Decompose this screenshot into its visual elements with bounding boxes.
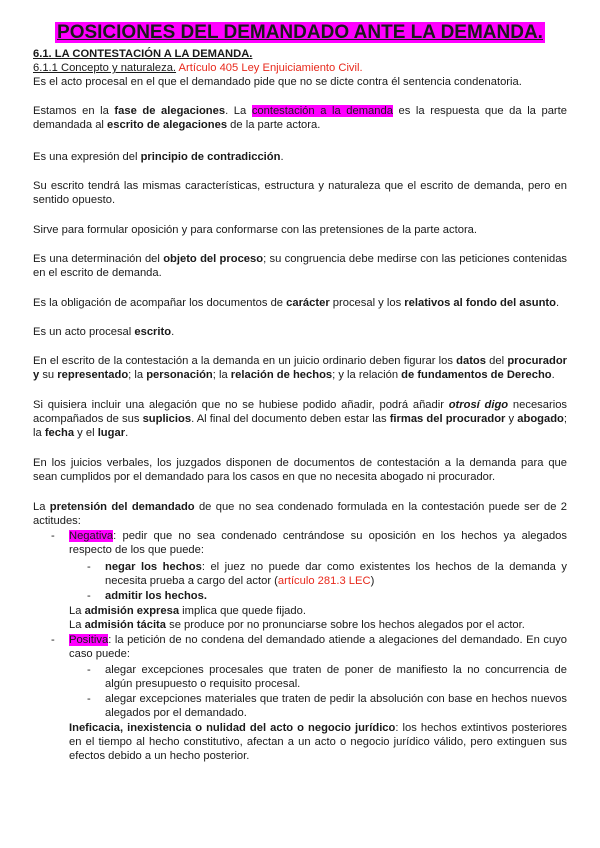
paragraph-juicio-ordinario: En el escrito de la contestación a la demanda en un juicio ordinario deben figurar los datos del procurador y su representado; la personación; la relación de hechos; y la relación de fundamentos de Derecho. [33,355,568,382]
section-heading: 6.1. LA CONTESTACIÓN A LA DEMANDA. [33,48,253,60]
sub-item-admitir-hechos: admitir los hechos. [105,590,207,602]
list-item-negativa: Negativa: pedir que no sea condenado centrándose su oposición en los hechos ya alegados respecto de los que puede: [69,530,567,557]
paragraph-ineficacia: Ineficacia, inexistencia o nulidad del acto o negocio jurídico: los hechos extintivos posteriores en el tiempo al hecho constitutivo, afectan a un acto o negocio jurídico válido, pero extinguen sus efectos debido a un hecho posterior. [69,722,567,763]
sub-item-excepciones-materiales: alegar excepciones materiales que traten de pedir la absolución con base en hechos nuevos alegados por el demandado. [105,693,567,720]
sub-item-negar-hechos: negar los hechos: el juez no puede dar como existentes los hechos de la demanda y necesita prueba a cargo del actor (artículo 281.3 LEC) [105,561,567,588]
paragraph-objeto-proceso: Es una determinación del objeto del proceso; su congruencia debe medirse con las peticiones contenidas en el escrito de demanda. [33,253,568,280]
sub-item-excepciones-procesales: alegar excepciones procesales que traten de poner de manifiesto la no concurrencia de algún presupuesto o requisito procesal. [105,664,567,691]
law-reference: Artículo 405 Ley Enjuiciamiento Civil. [178,62,363,74]
paragraph-acto-escrito: Es un acto procesal escrito. [33,326,175,338]
highlighted-term: Negativa [69,530,114,542]
paragraph-documentos: Es la obligación de acompañar los documentos de carácter procesal y los relativos al fondo del asunto. [33,297,560,309]
law-reference: artículo 281.3 LEC [277,575,371,588]
paragraph-contradiccion: Es una expresión del principio de contradicción. [33,151,284,163]
page-title: POSICIONES DEL DEMANDADO ANTE LA DEMANDA. [57,22,543,43]
list-bullet: - [87,664,91,676]
paragraph-oposicion: Sirve para formular oposición y para conformarse con las pretensiones de la parte actora. [33,224,477,236]
list-bullet: - [87,590,91,602]
paragraph-definition: Es el acto procesal en el que el demandado pide que no se dicte contra él sentencia condenatoria. [33,76,522,88]
list-item-positiva: Positiva: la petición de no condena del demandado atiende a alegaciones del demandado. En cuyo caso puede: [69,634,567,661]
list-bullet: - [51,530,55,542]
paragraph-admision-tacita: La admisión tácita se produce por no pronunciarse sobre los hechos alegados por el actor. [69,619,525,631]
list-bullet: - [87,693,91,705]
list-bullet: - [87,561,91,573]
highlighted-term: contestación a la demanda [251,105,393,117]
paragraph-otrosi: Si quisiera incluir una alegación que no se hubiese podido añadir, podrá añadir otrosí digo necesarios acompañados de sus suplicios. Al final del documento deben estar las firmas del procurador y abogado; la fecha y el lugar. [33,399,568,440]
highlighted-term: Positiva [69,634,109,646]
list-bullet: - [51,634,55,646]
paragraph-admision-expresa: La admisión expresa implica que quede fijado. [69,605,306,617]
paragraph-pretension: La pretensión del demandado de que no sea condenado formulada en la contestación puede ser de 2 actitudes: [33,501,567,528]
paragraph-juicios-verbales: En los juicios verbales, los juzgados disponen de documentos de contestación a la demanda para que sean cumplidos por el demandado para los casos en que no necesita abogado ni procurador. [33,457,567,484]
paragraph-fase-alegaciones: Estamos en la fase de alegaciones. La contestación a la demanda es la respuesta que da la parte demandada al escrito de alegaciones de la parte actora. [33,105,567,132]
paragraph-estructura: Su escrito tendrá las mismas características, estructura y naturaleza que el escrito de demanda, pero en sentido opuesto. [33,180,567,207]
subsection-heading: 6.1.1 Concepto y naturaleza. Artículo 405 Ley Enjuiciamiento Civil. [33,62,363,74]
